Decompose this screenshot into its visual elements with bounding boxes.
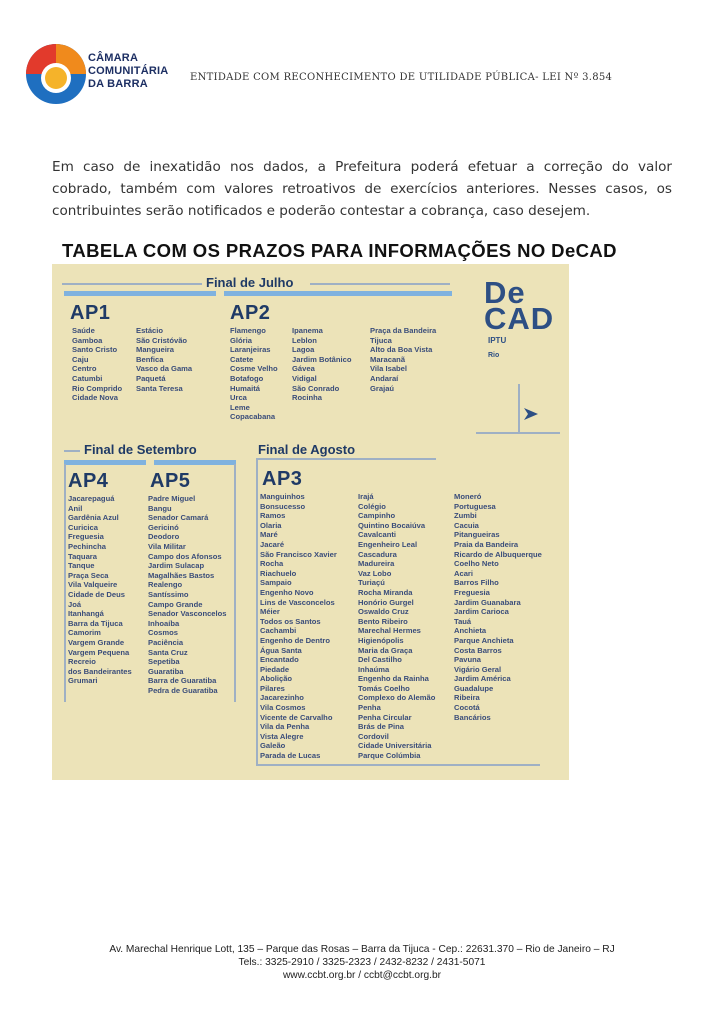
decad-brand: De CAD	[484, 275, 555, 336]
neighborhood-item: Grumari	[68, 676, 98, 686]
neighborhood-item: Todos os Santos	[260, 616, 321, 626]
neighborhood-item: Lins de Vasconcelos	[260, 597, 335, 607]
neighborhood-item: Jacarepaguá	[68, 494, 115, 503]
neighborhood-item: Del Castilho	[358, 655, 402, 665]
neighborhood-item: Vargem Pequena	[68, 647, 130, 657]
neighborhood-item: Moneró	[454, 492, 482, 501]
neighborhood-item: Madureira	[358, 559, 395, 569]
neighborhood-item: Jardim Guanabara	[454, 597, 521, 607]
neighborhood-item: Sepetiba	[148, 657, 180, 667]
divider	[256, 764, 540, 766]
neighborhood-item: Grajaú	[370, 383, 395, 393]
neighborhood-item: Engenho de Dentro	[260, 635, 331, 645]
divider	[64, 450, 80, 452]
neighborhood-item: Glória	[230, 335, 252, 345]
neighborhood-item: Alto da Boa Vista	[370, 345, 433, 355]
neighborhood-item: Vigário Geral	[454, 664, 502, 674]
neighborhood-item: Cosmos	[148, 628, 178, 638]
neighborhood-item: Gávea	[292, 364, 315, 374]
neighborhood-item: Cosme Velho	[230, 364, 278, 374]
neighborhood-item: Cavalcanti	[358, 530, 396, 540]
neighborhood-item: Realengo	[148, 580, 183, 590]
neighborhood-item: Jardim América	[454, 674, 511, 684]
neighborhood-item: Jardim Botânico	[292, 354, 352, 364]
neighborhood-item: Zumbi	[454, 511, 477, 521]
neighborhood-item: Paquetá	[136, 373, 166, 383]
neighborhood-item: Cidade Nova	[72, 393, 118, 403]
neighborhood-item: Maria da Graça	[358, 645, 413, 655]
neighborhood-item: Padre Miguel	[148, 494, 196, 503]
neighborhood-item: Santa Cruz	[148, 647, 188, 657]
neighborhood-item: Coelho Neto	[454, 559, 499, 569]
ap1-label: AP1	[70, 302, 111, 324]
neighborhood-item: Higienópolis	[358, 635, 404, 645]
neighborhood-item: Vila Isabel	[370, 364, 408, 374]
ap2-col1	[230, 326, 278, 422]
neighborhood-item: Complexo do Alemão	[358, 693, 436, 703]
neighborhood-item: Praia da Bandeira	[454, 539, 519, 549]
neighborhood-item: Campinho	[358, 511, 396, 521]
neighborhood-item: Gamboa	[72, 335, 103, 345]
neighborhood-item: Centro	[72, 364, 97, 374]
divider	[234, 464, 236, 702]
neighborhood-item: Gericinó	[148, 522, 179, 532]
neighborhood-item: Barra de Guaratiba	[148, 676, 217, 686]
neighborhood-item: Cocotá	[454, 703, 480, 713]
neighborhood-item: Magalhães Bastos	[148, 570, 215, 580]
neighborhood-item: Bangu	[148, 503, 172, 513]
neighborhood-item: Botafogo	[230, 373, 264, 383]
ap5-label: AP5	[150, 470, 191, 492]
ap4-bar	[64, 460, 146, 465]
neighborhood-item: Guaratiba	[148, 666, 184, 676]
neighborhood-item: Ipanema	[292, 326, 323, 335]
neighborhood-item: Santo Cristo	[72, 345, 118, 355]
ap5-bar	[154, 460, 236, 465]
neighborhood-item: Vila Militar	[148, 541, 186, 551]
neighborhood-item: Rocinha	[292, 393, 322, 403]
footer-contacts: www.ccbt.org.br / ccbt@ccbt.org.br	[282, 970, 442, 981]
ap3-col2	[358, 492, 435, 761]
neighborhood-item: Cacuia	[454, 520, 479, 530]
neighborhood-item: Bancários	[454, 712, 491, 722]
ap3-col3	[454, 492, 542, 722]
section-title: TABELA COM OS PRAZOS PARA INFORMAÇÕES NO DeCAD	[62, 240, 617, 261]
neighborhood-item: Rocha Miranda	[358, 587, 413, 597]
ap1-bar	[64, 291, 216, 296]
ap5-col1	[148, 494, 227, 695]
neighborhood-item: Leme	[230, 402, 250, 412]
neighborhood-item: São Francisco Xavier	[260, 549, 337, 559]
neighborhood-item: Laranjeiras	[230, 345, 271, 355]
neighborhood-item: dos Bandeirantes	[68, 666, 132, 676]
neighborhood-item: Vaz Lobo	[358, 568, 392, 578]
neighborhood-item: Tomás Coelho	[358, 683, 410, 693]
neighborhood-item: Cascadura	[358, 549, 397, 559]
ap1-col1	[72, 326, 122, 403]
neighborhood-item: Senador Camará	[148, 513, 209, 523]
divider	[64, 464, 66, 702]
neighborhood-item: Cachambi	[260, 626, 297, 636]
neighborhood-item: Rio Comprido	[72, 383, 123, 393]
neighborhood-item: Catete	[230, 354, 254, 364]
divider	[62, 283, 202, 285]
neighborhood-item: Camorim	[68, 628, 101, 638]
neighborhood-item: Irajá	[358, 492, 374, 501]
neighborhood-item: Flamengo	[230, 326, 266, 335]
neighborhood-item: Costa Barros	[454, 645, 502, 655]
neighborhood-item: Lagoa	[292, 345, 315, 355]
neighborhood-item: Parque Anchieta	[454, 635, 514, 645]
divider	[476, 432, 560, 434]
neighborhood-item: Urca	[230, 393, 247, 403]
neighborhood-item: Campo Grande	[148, 599, 203, 609]
neighborhood-item: São Cristóvão	[136, 335, 188, 345]
neighborhood-item: Santíssimo	[148, 589, 189, 599]
neighborhood-item: Ramos	[260, 511, 286, 521]
neighborhood-item: Pechincha	[68, 541, 106, 551]
neighborhood-item: Praça Seca	[68, 570, 109, 580]
neighborhood-item: Penha	[358, 703, 381, 713]
neighborhood-item: Vargem Grande	[68, 637, 125, 647]
neighborhood-item: Acari	[454, 568, 473, 578]
divider	[256, 458, 258, 764]
neighborhood-item: Praça da Bandeira	[370, 326, 437, 335]
ap4-label: AP4	[68, 470, 109, 492]
neighborhood-item: Tauá	[454, 616, 472, 626]
neighborhood-item: Marechal Hermes	[358, 626, 421, 636]
neighborhood-item: Inhoaíba	[148, 618, 180, 628]
neighborhood-item: Benfica	[136, 354, 164, 364]
neighborhood-item: Humaitá	[230, 383, 260, 393]
ap4-col1	[68, 494, 132, 686]
neighborhood-item: Parque Colúmbia	[358, 751, 421, 761]
neighborhood-item: Curicica	[68, 522, 98, 532]
neighborhood-item: Paciência	[148, 637, 184, 647]
neighborhood-item: Pilares	[260, 683, 285, 693]
neighborhood-item: Engenheiro Leal	[358, 539, 418, 549]
ap2-col2	[292, 326, 352, 403]
neighborhood-item: Vila Cosmos	[260, 703, 306, 713]
neighborhood-item: Engenho da Rainha	[358, 674, 429, 684]
neighborhood-item: Bento Ribeiro	[358, 616, 408, 626]
neighborhood-item: Freguesia	[68, 532, 104, 542]
footer-address: Av. Marechal Henrique Lott, 135 – Parque das Rosas – Barra da Tijuca - Cep.: 22631.370 – Rio de Janeiro – RJ	[109, 944, 615, 955]
neighborhood-item: Jardim Sulacap	[148, 561, 205, 571]
neighborhood-item: Taquara	[68, 551, 97, 561]
neighborhood-item: Ricardo de Albuquerque	[454, 549, 542, 559]
neighborhood-item: Cidade de Deus	[68, 589, 125, 599]
neighborhood-item: Mangueira	[136, 345, 174, 355]
neighborhood-item: Inhaúma	[358, 664, 390, 674]
ap1-col2	[136, 326, 192, 393]
ap2-col3	[370, 326, 436, 393]
neighborhood-item: Itanhangá	[68, 609, 104, 619]
neighborhood-item: Piedade	[260, 664, 290, 674]
neighborhood-item: Brás de Pina	[358, 722, 405, 732]
neighborhood-item: Maré	[260, 530, 278, 540]
neighborhood-item: Copacabana	[230, 412, 276, 422]
neighborhood-item: Vasco da Gama	[136, 364, 193, 374]
neighborhood-item: Anchieta	[454, 626, 487, 636]
neighborhood-item: Riachuelo	[260, 568, 297, 578]
neighborhood-item: São Conrado	[292, 383, 340, 393]
neighborhood-item: Senador Vasconcelos	[148, 609, 227, 619]
neighborhood-item: Recreio	[68, 657, 96, 667]
neighborhood-item: Pedra de Guaratiba	[148, 685, 218, 695]
neighborhood-item: Olaria	[260, 520, 282, 530]
ap3-col1	[260, 492, 337, 761]
divider	[256, 458, 436, 460]
neighborhood-item: Colégio	[358, 501, 386, 511]
arrow-right-icon	[522, 406, 540, 422]
divider	[518, 384, 520, 432]
ap2-bar	[224, 291, 452, 296]
neighborhood-item: Penha Circular	[358, 712, 412, 722]
header-tagline: ENTIDADE COM RECONHECIMENTO DE UTILIDADE PÚBLICA- LEI Nº 3.854	[190, 72, 613, 83]
neighborhood-item: Tijuca	[370, 335, 392, 345]
neighborhood-item: Jardim Carioca	[454, 607, 509, 617]
ap2-label: AP2	[230, 302, 271, 324]
footer-phones: Tels.: 3325-2910 / 3325-2323 / 2432-8232 / 2431-5071	[238, 957, 486, 968]
neighborhood-item: Oswaldo Cruz	[358, 607, 409, 617]
neighborhood-item: Ribeira	[454, 693, 480, 703]
neighborhood-item: Vista Alegre	[260, 731, 304, 741]
neighborhood-item: Vidigal	[292, 373, 317, 383]
neighborhood-item: Bonsucesso	[260, 501, 306, 511]
neighborhood-item: Anil	[68, 503, 83, 513]
rio-label: Rio	[488, 352, 500, 359]
intro-paragraph: Em caso de inexatidão nos dados, a Prefeitura poderá efetuar a correção do valor cobrado, também com valores retroativos de exercícios anteriores. Nesses casos, os contribuintes serão notificados e poderão contestar a cobrança, caso desejem.	[52, 159, 672, 219]
neighborhood-item: Quintino Bocaiúva	[358, 520, 426, 530]
neighborhood-item: Encantado	[260, 655, 299, 665]
divider	[310, 283, 450, 285]
neighborhood-item: Cidade Universitária	[358, 741, 432, 751]
neighborhood-item: Rocha	[260, 559, 284, 569]
camara-comunitaria-logo	[24, 42, 88, 106]
neighborhood-item: Saúde	[72, 326, 95, 335]
neighborhood-item: Manguinhos	[260, 492, 305, 501]
neighborhood-item: Vicente de Carvalho	[260, 712, 333, 722]
neighborhood-item: Parada de Lucas	[260, 751, 321, 761]
neighborhood-item: Pitangueiras	[454, 530, 500, 540]
neighborhood-item: Honório Gurgel	[358, 597, 414, 607]
neighborhood-item: Caju	[72, 354, 89, 364]
neighborhood-item: Pavuna	[454, 655, 482, 665]
neighborhood-item: Barra da Tijuca	[68, 618, 123, 628]
decad-deadlines-infographic	[52, 264, 569, 780]
neighborhood-item: Joá	[68, 599, 82, 609]
logo-wordmark: CÂMARA COMUNITÁRIA DA BARRA	[88, 52, 169, 90]
neighborhood-item: Gardênia Azul	[68, 513, 119, 523]
neighborhood-item: Galeão	[260, 741, 286, 751]
neighborhood-item: Tanque	[68, 561, 95, 571]
group-title-setembro: Final de Setembro	[84, 442, 197, 457]
neighborhood-item: Campo dos Afonsos	[148, 551, 222, 561]
neighborhood-item: Jacarezinho	[260, 693, 304, 703]
neighborhood-item: Santa Teresa	[136, 383, 183, 393]
group-title-julho: Final de Julho	[206, 275, 294, 290]
neighborhood-item: Vila da Penha	[260, 722, 310, 732]
neighborhood-item: Jacaré	[260, 539, 285, 549]
neighborhood-item: Maracanã	[370, 354, 406, 364]
neighborhood-item: Portuguesa	[454, 501, 496, 511]
neighborhood-item: Cordovil	[358, 731, 389, 741]
neighborhood-item: Barros Filho	[454, 578, 499, 588]
neighborhood-item: Deodoro	[148, 532, 180, 542]
group-title-agosto: Final de Agosto	[258, 442, 356, 457]
neighborhood-item: Água Santa	[260, 645, 302, 655]
iptu-label: IPTU	[488, 336, 507, 345]
neighborhood-item: Turiaçú	[358, 578, 385, 588]
neighborhood-item: Catumbi	[72, 373, 103, 383]
neighborhood-item: Freguesia	[454, 587, 490, 597]
neighborhood-item: Andaraí	[370, 373, 399, 383]
neighborhood-item: Leblon	[292, 335, 317, 345]
neighborhood-item: Abolição	[260, 674, 293, 684]
neighborhood-item: Guadalupe	[454, 683, 494, 693]
neighborhood-item: Engenho Novo	[260, 587, 314, 597]
neighborhood-item: Estácio	[136, 326, 164, 335]
neighborhood-item: Méier	[260, 607, 280, 617]
ap3-label: AP3	[262, 468, 303, 490]
neighborhood-item: Sampaio	[260, 578, 292, 588]
neighborhood-item: Vila Valqueire	[68, 580, 118, 590]
